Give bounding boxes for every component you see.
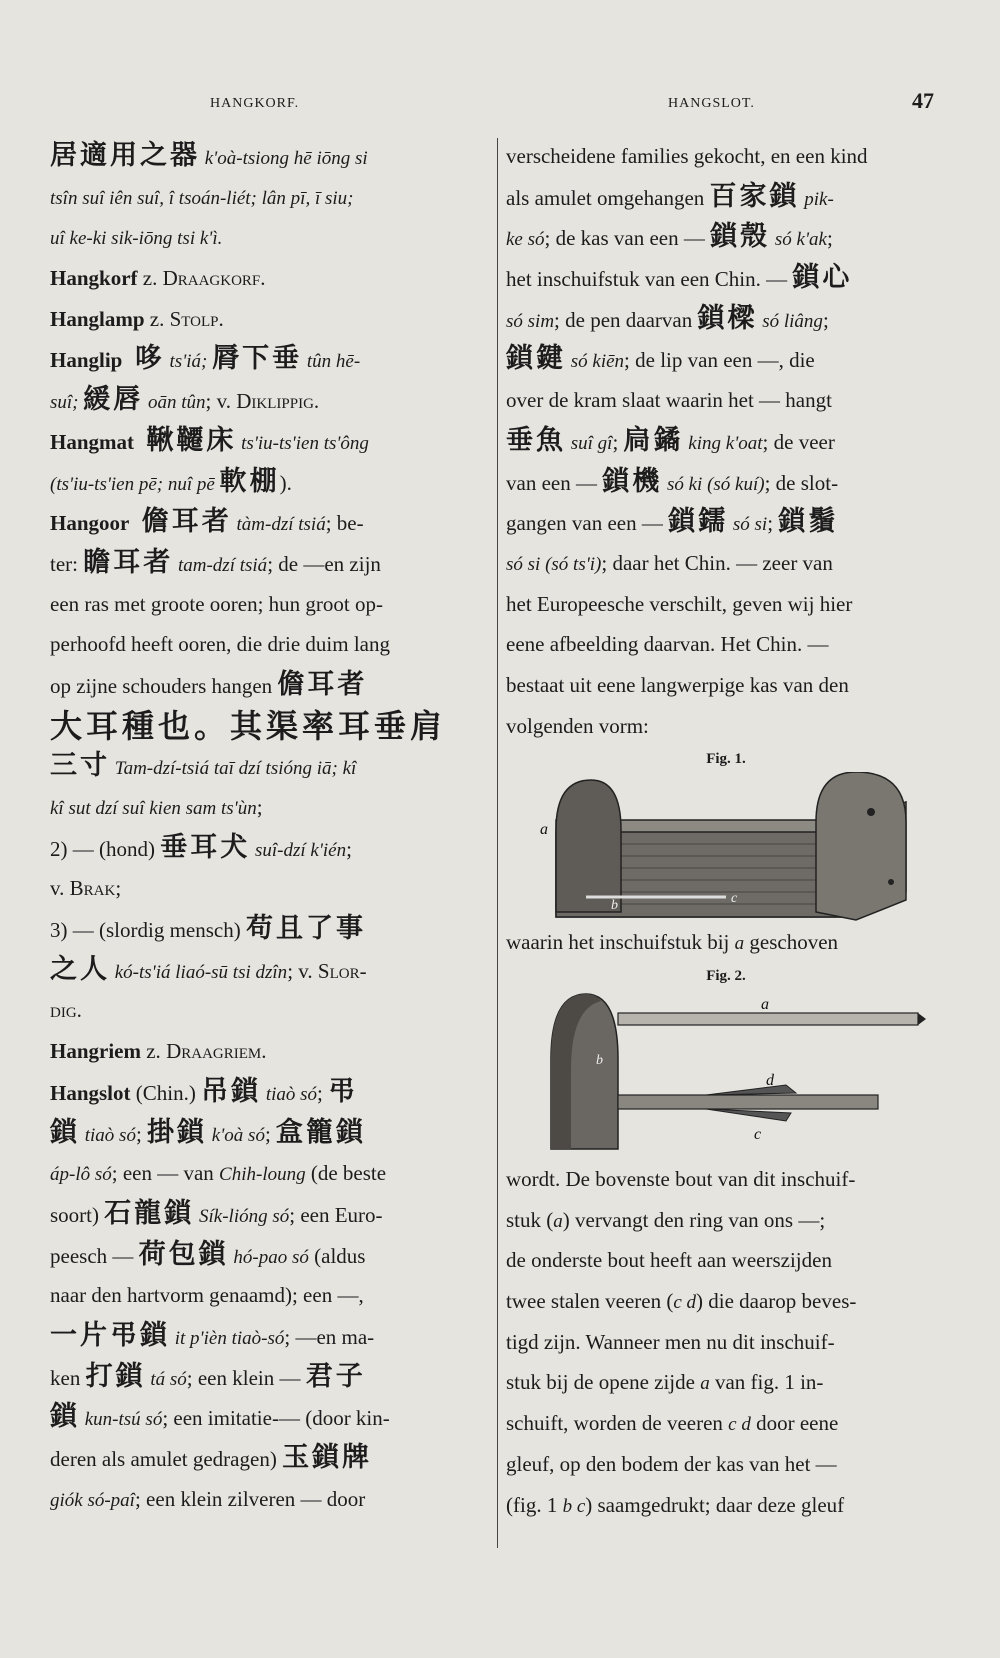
text-run: ; de slot-	[764, 470, 839, 495]
right-top-line	[506, 584, 946, 625]
romanization: ts'iá;	[164, 351, 213, 373]
romanization: áp-lô só	[50, 1164, 112, 1186]
chinese-characters: 鎖鑐	[668, 506, 729, 538]
text-run: ; een Euro-	[289, 1202, 383, 1227]
romanization: kî sut dzí suî kien sam ts'ùn	[50, 798, 257, 819]
text-run: een ras met groote ooren; hun groot op-	[50, 591, 383, 616]
figure-2-label-d: d	[766, 1072, 774, 1089]
text-run: v.	[50, 876, 70, 901]
romanization: só ki (só kuí)	[662, 473, 765, 495]
chinese-characters: 苟且了事	[245, 913, 366, 945]
chinese-characters: 鎖心	[792, 262, 853, 294]
romanization: pik-	[799, 188, 834, 210]
left-column-line	[50, 909, 480, 950]
romanization: k'oà só	[207, 1124, 265, 1146]
romanization: tàm-dzí tsiá	[231, 514, 326, 536]
chinese-characters: 鎖鬚	[778, 506, 839, 538]
text-run: ;	[346, 836, 352, 861]
text-run: ) die daarop beves-	[696, 1289, 857, 1314]
romanization: suî-dzí k'ién	[250, 839, 347, 861]
left-column-line	[50, 990, 480, 1031]
chinese-characters: 石龍鎖	[104, 1197, 195, 1229]
right-top-line	[506, 502, 946, 543]
right-top-line	[506, 258, 946, 299]
text-run: twee stalen veeren (	[506, 1289, 674, 1314]
left-column-line	[50, 746, 480, 787]
chinese-characters: 百家鎖	[709, 180, 800, 212]
chinese-characters: 玉鎖牌	[282, 1442, 373, 1473]
romanization: ts'iu-ts'ien ts'ông	[236, 432, 369, 454]
left-column-line	[50, 868, 480, 909]
cross-reference: Brak	[69, 876, 116, 901]
figure-1-label-b: b	[611, 898, 618, 914]
right-top-line	[506, 136, 946, 177]
romanization: oān tûn	[143, 392, 206, 414]
page-number: 47	[912, 88, 934, 113]
romanization: Tam-dzí-tsiá taī dzí tsióng iā; kî	[110, 758, 357, 780]
figure-2-label-a: a	[761, 996, 769, 1013]
chinese-characters: 弔	[328, 1075, 359, 1107]
romanization: só kiēn	[566, 351, 625, 373]
text-run: wordt. De bovenste bout van dit inschuif-	[506, 1167, 856, 1191]
chinese-characters: 一片弔鎖	[50, 1319, 170, 1351]
text-run: eene afbeelding daarvan. Het Chin. —	[506, 632, 829, 657]
chinese-characters: 鎖	[50, 1401, 80, 1433]
cross-reference: Draagkorf.	[162, 266, 266, 291]
chinese-characters: 儋耳者	[129, 506, 232, 538]
romanization: suî gî	[566, 432, 613, 454]
romanization: só si (só ts'i)	[506, 553, 602, 575]
chinese-characters: 鎖樑	[697, 302, 758, 334]
left-column-line	[50, 828, 480, 869]
figure-1-lock-case	[526, 772, 926, 922]
cross-reference: dig.	[50, 998, 82, 1023]
text-run: over de kram slaat waarin het — hangt	[506, 388, 832, 413]
left-column-line	[50, 1397, 480, 1438]
romanization: giók só-paî	[50, 1489, 135, 1511]
text-run: volgenden vorm:	[506, 713, 649, 738]
text-run: ; een klein —	[186, 1365, 306, 1390]
text-run: (de beste	[305, 1161, 387, 1186]
romanization: tsîn suî iên suî, î tsoán-liét; lân pī, ī siu;	[50, 187, 354, 209]
text-run: ; een klein zilveren — door	[134, 1486, 366, 1511]
chinese-characters: 掛鎖	[147, 1116, 208, 1148]
headword: Hangoor	[50, 511, 130, 536]
romanization: a	[734, 933, 745, 955]
left-column-line	[50, 1438, 480, 1479]
text-run: ; —en ma-	[284, 1324, 375, 1349]
text-run: ;	[767, 511, 779, 536]
left-column-line	[50, 177, 480, 218]
text-run: ).	[279, 470, 292, 495]
text-run: het inschuifstuk van een Chin. —	[506, 267, 793, 292]
text-run: ; de kas van een —	[544, 226, 711, 251]
romanization: Chih-loung	[219, 1164, 306, 1186]
text-run: van een —	[506, 470, 603, 495]
left-column-line	[50, 462, 480, 503]
romanization: kun-tsú só	[80, 1409, 163, 1431]
cross-reference: Slor-	[317, 958, 367, 983]
romanization: suî;	[50, 392, 84, 414]
romanization: hó-pao só	[228, 1246, 309, 1268]
text-run: geschoven	[744, 930, 839, 955]
figure-1-label-c: c	[731, 891, 738, 907]
text-run: ; v.	[205, 389, 237, 414]
left-column-line	[50, 624, 480, 665]
right-top-line	[506, 543, 946, 584]
right-top-line	[506, 421, 946, 462]
text-run: tigd zijn. Wanneer men nu dit inschuif-	[506, 1329, 835, 1354]
left-column-line	[50, 706, 480, 747]
figure-2-label-b: b	[596, 1053, 603, 1068]
text-run: ;	[135, 1121, 148, 1146]
figure-2-sliding-bolt	[526, 989, 926, 1159]
left-column-line	[50, 258, 480, 299]
text-run: perhoofd heeft ooren, die drie duim lang	[50, 632, 390, 657]
left-column-line	[50, 1072, 480, 1113]
left-column-line	[50, 1153, 480, 1194]
text-run: (aldus	[308, 1243, 366, 1268]
figure-1-caption: Fig. 1.	[706, 751, 746, 768]
chinese-characters: 鞦韆床	[134, 424, 237, 456]
left-column-line	[50, 1031, 480, 1072]
text-run: ; v.	[287, 958, 318, 983]
right-top-line	[506, 380, 946, 421]
right-column	[506, 136, 946, 1525]
left-column-line	[50, 380, 480, 421]
left-column-line	[50, 502, 480, 543]
left-column-line	[50, 1357, 480, 1398]
right-bottom-line	[506, 1322, 946, 1363]
text-run: op zijne schouders hangen	[50, 673, 278, 698]
headword: Hangslot	[50, 1080, 131, 1105]
text-run: van fig. 1 in-	[709, 1370, 824, 1395]
chinese-characters: 垂魚	[506, 424, 566, 456]
romanization: ke só	[506, 229, 545, 251]
chinese-characters: 儋耳者	[277, 668, 368, 700]
headword: Hangriem	[50, 1039, 141, 1064]
left-column-line	[50, 1194, 480, 1235]
text-run: als amulet omgehangen	[506, 185, 710, 210]
left-column-line	[50, 584, 480, 625]
text-run: gangen van een —	[506, 511, 669, 536]
chinese-characters: 吊鎖	[201, 1075, 262, 1107]
text-run: z.	[144, 306, 170, 331]
romanization: b c	[562, 1495, 586, 1517]
left-column-line	[50, 339, 480, 380]
text-run: bestaat uit eene langwerpige kas van den	[506, 672, 849, 697]
romanization: c d	[728, 1414, 751, 1436]
text-run: ; de —en zijn	[267, 551, 381, 576]
right-column-top-text	[506, 136, 946, 746]
chinese-characters: 大耳種也。其渠率耳垂肩	[50, 706, 447, 745]
romanization: tá só	[145, 1368, 187, 1390]
right-bottom-line	[506, 1200, 946, 1241]
text-run: ; be-	[325, 511, 364, 536]
romanization: só si	[728, 514, 768, 536]
chinese-characters: 軟棚	[219, 465, 280, 497]
text-run: 3) — (slordig mensch)	[50, 918, 246, 943]
text-run: (Chin.)	[130, 1080, 202, 1105]
left-column-line	[50, 299, 480, 340]
right-column-bottom-text	[506, 1159, 946, 1525]
text-run: z.	[137, 266, 163, 291]
romanization: uî ke-ki sik-iōng tsi k'ì.	[50, 228, 223, 250]
text-run: ;	[115, 876, 122, 901]
text-run: ken	[50, 1365, 86, 1390]
chinese-characters: 打鎖	[85, 1360, 146, 1392]
left-column-line	[50, 950, 480, 991]
chinese-characters: 三寸	[50, 750, 110, 782]
romanization: (ts'iu-ts'ien pē; nuî pē	[50, 473, 220, 495]
text-run: ;	[317, 1080, 329, 1105]
left-column-line	[50, 787, 480, 828]
text-run: verscheidene families gekocht, en een kind	[506, 144, 868, 168]
text-run: peesch —	[50, 1243, 139, 1268]
text-run: schuift, worden de veeren	[506, 1411, 729, 1436]
text-run: het Europeesche verschilt, geven wij hier	[506, 591, 853, 616]
chinese-characters: 瞻耳者	[83, 546, 174, 578]
text-run: de onderste bout heeft aan weerszijden	[506, 1248, 832, 1273]
right-top-line	[506, 339, 946, 380]
romanization: kó-ts'iá liaó-sū tsi dzîn	[110, 961, 288, 983]
chinese-characters: 鎖機	[602, 465, 663, 497]
right-bottom-line	[506, 1485, 946, 1526]
text-run: ;	[256, 795, 263, 819]
left-column-line	[50, 136, 480, 177]
text-run: deren als amulet gedragen)	[50, 1447, 283, 1471]
text-run: ter:	[50, 551, 84, 576]
right-top-line	[506, 624, 946, 665]
text-run: stuk bij de opene zijde	[506, 1370, 701, 1395]
right-bottom-line	[506, 1281, 946, 1322]
left-column-line	[50, 217, 480, 258]
text-run: stuk (	[506, 1207, 554, 1232]
cross-reference: Diklippig.	[236, 389, 320, 414]
right-top-line	[506, 665, 946, 706]
text-run: ; de lip van een —, die	[624, 348, 815, 373]
cross-reference: Draagriem.	[166, 1039, 267, 1064]
right-top-line	[506, 706, 946, 747]
romanization: só liâng	[757, 310, 823, 332]
romanization: tiaò só	[80, 1124, 136, 1146]
text-run: gleuf, op den bodem der kas van het —	[506, 1451, 837, 1476]
right-bottom-line	[506, 1159, 946, 1200]
romanization: só sim	[506, 310, 555, 332]
running-header	[0, 88, 1000, 118]
right-top-line	[506, 217, 946, 258]
romanization: king k'oat	[683, 432, 763, 454]
text-run: waarin het inschuifstuk bij	[506, 930, 735, 955]
figure-2-label-c: c	[754, 1126, 762, 1143]
left-column-line	[50, 1235, 480, 1276]
chinese-characters: 之人	[50, 953, 110, 985]
left-column-line	[50, 1316, 480, 1357]
text-run: ;	[822, 307, 829, 332]
headword: Hangmat	[50, 429, 134, 454]
text-run: ;	[826, 226, 833, 251]
romanization: c d	[673, 1292, 697, 1314]
romanization: a	[553, 1210, 563, 1232]
text-run: ; de veer	[762, 429, 835, 454]
chinese-characters: 哆	[122, 343, 165, 375]
left-column-line	[50, 665, 480, 706]
text-run: ) vervangt den ring van ons —;	[562, 1207, 826, 1232]
text-run: ) saamgedrukt; daar deze gleuf	[585, 1492, 845, 1517]
running-head-right: HANGSLOT.	[668, 96, 755, 111]
left-column-line	[50, 543, 480, 584]
cross-reference: Stolp.	[169, 306, 224, 331]
chinese-characters: 垂耳犬	[160, 831, 251, 863]
romanization: Sík-lióng só	[194, 1205, 290, 1227]
text-run: ; een — van	[111, 1161, 220, 1186]
romanization: só k'ak	[770, 229, 827, 251]
left-column-line	[50, 1479, 480, 1520]
headword: Hanglip	[50, 348, 123, 373]
right-bottom-line	[506, 1444, 946, 1485]
running-head-left: HANGKORF.	[210, 96, 300, 111]
headword: Hangkorf	[50, 266, 138, 291]
chinese-characters: 扃鐍	[623, 424, 684, 456]
chinese-characters: 鎖殼	[710, 221, 771, 253]
romanization: a	[700, 1373, 710, 1395]
right-top-line	[506, 299, 946, 340]
chinese-characters: 鎖	[50, 1116, 80, 1148]
right-column-middle-text	[506, 922, 946, 963]
chinese-characters: 君子	[305, 1360, 366, 1392]
text-run: ; de pen daarvan	[554, 307, 698, 332]
right-top-line	[506, 177, 946, 218]
romanization: tûn hē-	[302, 351, 361, 373]
text-run: ; een imitatie-— (door kin-	[162, 1406, 390, 1431]
text-run: (fig. 1	[506, 1492, 563, 1517]
text-run: 2) — (hond)	[50, 836, 161, 861]
chinese-characters: 鎖鍵	[506, 343, 566, 375]
text-run: ;	[612, 429, 624, 454]
right-bottom-line	[506, 1362, 946, 1403]
chinese-characters: 居適用之器	[50, 140, 200, 171]
text-run: ;	[264, 1121, 277, 1146]
left-column	[50, 136, 480, 1519]
chinese-characters: 荷包鎖	[138, 1238, 229, 1270]
text-run: soort)	[50, 1202, 105, 1227]
right-top-line	[506, 462, 946, 503]
figure-1-label-a: a	[540, 821, 548, 839]
romanization: tam-dzí tsiá	[173, 554, 268, 576]
text-run: naar den hartvorm genaamd); een —,	[50, 1283, 364, 1308]
figure-2-caption: Fig. 2.	[706, 968, 746, 984]
chinese-characters: 脣下垂	[212, 343, 303, 375]
left-column-line	[50, 1275, 480, 1316]
left-column-line	[50, 1113, 480, 1154]
romanization: tiaò só	[261, 1083, 318, 1105]
text-run: ; daar het Chin. — zeer van	[601, 550, 833, 575]
column-divider	[497, 138, 498, 1548]
text-run: door eene	[750, 1411, 839, 1436]
right-bottom-line	[506, 1403, 946, 1444]
headword: Hanglamp	[50, 306, 145, 331]
left-column-line	[50, 421, 480, 462]
romanization: k'oà-tsiong hē iōng si	[200, 148, 368, 169]
right-mid-line	[506, 922, 946, 963]
chinese-characters: 緩唇	[83, 384, 144, 416]
chinese-characters: 盒籠鎖	[276, 1116, 367, 1148]
text-run: z.	[140, 1039, 167, 1064]
right-bottom-line	[506, 1240, 946, 1281]
romanization: it p'ièn tiaò-só	[170, 1327, 285, 1349]
